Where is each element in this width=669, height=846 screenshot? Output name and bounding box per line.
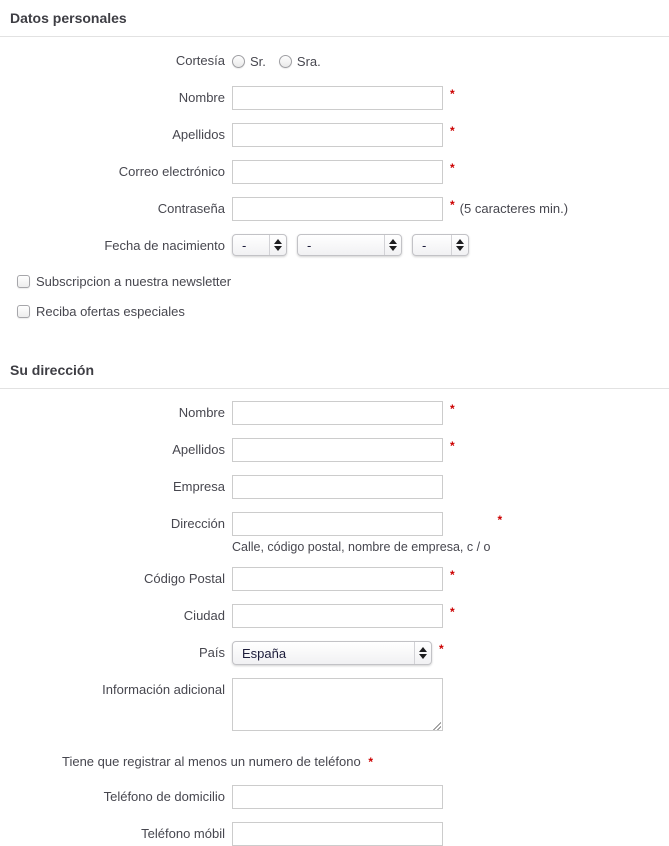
nombre-label: Nombre [178,90,225,105]
address-row-nombre [0,401,669,425]
address-row-pais [0,641,669,665]
address-row-info-adicional [0,678,669,734]
required-asterisk: * [368,755,373,769]
address-row-telefono-mobil [0,822,669,846]
radio-sr-icon[interactable] [232,55,245,68]
password-note: (5 caracteres min.) [459,201,569,216]
section-title-address: Su dirección [0,352,669,389]
field-row-nombre [0,86,669,110]
radio-option-sr[interactable] [232,54,266,69]
address-row-direccion [0,512,669,554]
pais-select-wrap [232,641,432,665]
phone-requirement-note [62,754,669,769]
section-personal [0,0,669,318]
email-label: Correo electrónico [118,164,225,179]
address-row-ciudad [0,604,669,628]
field-row-email [0,160,669,184]
offers-checkbox[interactable] [17,305,30,318]
telefono-mobil-label: Teléfono móbil [141,826,225,841]
required-asterisk: * [450,87,455,101]
password-label: Contraseña [157,201,225,216]
required-asterisk: * [450,605,455,619]
address-rows [0,389,669,846]
birthdate-year-select-wrap [412,234,469,256]
required-asterisk: * [450,198,455,212]
address-row-apellidos [0,438,669,462]
direccion-input[interactable] [232,512,443,536]
info-adicional-textarea[interactable] [232,678,443,731]
address-nombre-input[interactable] [232,401,443,425]
empresa-label: Empresa [172,479,225,494]
telefono-domicilio-input[interactable] [232,785,443,809]
address-row-codigo-postal [0,567,669,591]
newsletter-checkbox-row [17,274,669,288]
nombre-input[interactable] [232,86,443,110]
required-asterisk: * [497,513,503,527]
radio-sra-label: Sra. [296,53,321,69]
birthdate-label: Fecha de nacimiento [104,238,225,253]
section-title-personal: Datos personales [0,0,669,37]
phone-requirement-text: Tiene que registrar al menos un numero de teléfono [62,754,361,769]
radio-option-sra[interactable] [279,54,321,69]
required-asterisk: * [450,568,455,582]
info-adicional-label: Información adicional [102,682,225,697]
codigo-postal-label: Código Postal [144,571,225,586]
courtesy-row [0,49,669,73]
offers-checkbox-label: Reciba ofertas especiales [36,303,185,319]
address-apellidos-input[interactable] [232,438,443,462]
telefono-domicilio-label: Teléfono de domicilio [103,789,225,804]
apellidos-input[interactable] [232,123,443,147]
radio-sr-label: Sr. [250,53,266,69]
telefono-mobil-input[interactable] [232,822,443,846]
ciudad-label: Ciudad [183,608,225,623]
birthdate-day-select[interactable] [233,235,286,255]
address-row-telefono-domicilio [0,785,669,809]
apellidos-label: Apellidos [172,127,225,142]
required-asterisk: * [450,124,455,138]
birthdate-row [0,234,669,258]
empresa-input[interactable] [232,475,443,499]
pais-label: País [198,645,225,660]
required-asterisk: * [450,402,455,416]
ciudad-input[interactable] [232,604,443,628]
password-input[interactable] [232,197,443,221]
newsletter-checkbox-label: Subscripcion a nuestra newsletter [36,273,232,289]
newsletter-checkbox[interactable] [17,275,30,288]
birthdate-day-select-wrap [232,234,287,256]
direccion-label: Dirección [170,516,225,531]
address-row-empresa [0,475,669,499]
personal-rows [0,37,669,318]
codigo-postal-input[interactable] [232,567,443,591]
offers-checkbox-row [17,304,669,318]
pais-select[interactable] [233,642,431,664]
birthdate-year-select[interactable] [413,235,468,255]
address-apellidos-label: Apellidos [172,442,225,457]
courtesy-options [232,49,334,73]
required-asterisk: * [450,439,455,453]
address-nombre-label: Nombre [178,405,225,420]
email-input[interactable] [232,160,443,184]
required-asterisk: * [439,642,444,656]
section-address [0,352,669,846]
field-row-apellidos [0,123,669,147]
birthdate-month-select-wrap [297,234,402,256]
birthdate-month-select[interactable] [298,235,401,255]
radio-sra-icon[interactable] [279,55,292,68]
field-row-password [0,197,669,221]
courtesy-label: Cortesía [175,53,225,68]
required-asterisk: * [450,161,455,175]
direccion-hint: Calle, código postal, nombre de empresa, c / o [232,540,491,554]
